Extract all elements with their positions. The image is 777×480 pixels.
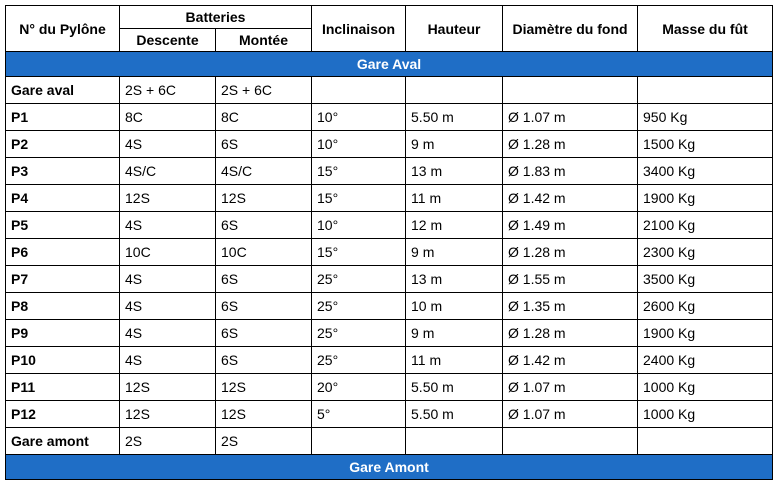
cell-descente: 4S (120, 320, 216, 347)
cell-inclinaison: 10° (312, 104, 406, 131)
cell-descente: 4S (120, 266, 216, 293)
cell-descente: 4S/C (120, 158, 216, 185)
cell-name: P8 (6, 293, 120, 320)
cell-inclinaison: 25° (312, 266, 406, 293)
cell-masse: 2100 Kg (638, 212, 773, 239)
pylon-table-container (5, 5, 773, 480)
cell-masse: 1900 Kg (638, 320, 773, 347)
table-row (6, 347, 773, 374)
cell-descente: 4S (120, 212, 216, 239)
cell-inclinaison: 5° (312, 401, 406, 428)
cell-diametre (503, 428, 638, 455)
cell-montee: 12S (216, 401, 312, 428)
cell-masse: 950 Kg (638, 104, 773, 131)
cell-masse: 2400 Kg (638, 347, 773, 374)
header-inclinaison: Inclinaison (312, 6, 406, 52)
cell-hauteur: 10 m (406, 293, 503, 320)
cell-hauteur: 9 m (406, 320, 503, 347)
header-batteries: Batteries (120, 6, 312, 29)
table-row (6, 104, 773, 131)
cell-name: P10 (6, 347, 120, 374)
cell-name: P7 (6, 266, 120, 293)
cell-masse: 1000 Kg (638, 401, 773, 428)
cell-descente: 12S (120, 185, 216, 212)
cell-hauteur: 13 m (406, 266, 503, 293)
cell-montee: 6S (216, 131, 312, 158)
cell-hauteur (406, 428, 503, 455)
table-header (6, 6, 773, 52)
cell-masse: 2600 Kg (638, 293, 773, 320)
cell-descente: 2S (120, 428, 216, 455)
cell-name: P4 (6, 185, 120, 212)
table-row (6, 374, 773, 401)
cell-montee: 10C (216, 239, 312, 266)
cell-diametre: Ø 1.49 m (503, 212, 638, 239)
cell-descente: 12S (120, 374, 216, 401)
cell-masse: 2300 Kg (638, 239, 773, 266)
table-row (6, 239, 773, 266)
cell-name: P2 (6, 131, 120, 158)
cell-hauteur (406, 77, 503, 104)
cell-inclinaison: 15° (312, 239, 406, 266)
cell-name: P3 (6, 158, 120, 185)
cell-inclinaison: 10° (312, 212, 406, 239)
header-masse: Masse du fût (638, 6, 773, 52)
cell-diametre: Ø 1.28 m (503, 239, 638, 266)
cell-inclinaison (312, 77, 406, 104)
cell-montee: 2S (216, 428, 312, 455)
cell-masse: 3400 Kg (638, 158, 773, 185)
cell-descente: 12S (120, 401, 216, 428)
cell-name: P11 (6, 374, 120, 401)
cell-montee: 12S (216, 185, 312, 212)
cell-montee: 6S (216, 347, 312, 374)
table-row (6, 77, 773, 104)
cell-hauteur: 5.50 m (406, 401, 503, 428)
header-hauteur: Hauteur (406, 6, 503, 52)
cell-inclinaison: 15° (312, 158, 406, 185)
cell-montee: 8C (216, 104, 312, 131)
cell-masse: 1000 Kg (638, 374, 773, 401)
cell-descente: 10C (120, 239, 216, 266)
table-body (6, 52, 773, 480)
header-pylone: N° du Pylône (6, 6, 120, 52)
cell-name: Gare amont (6, 428, 120, 455)
table-row (6, 320, 773, 347)
cell-montee: 6S (216, 293, 312, 320)
table-row (6, 293, 773, 320)
cell-hauteur: 13 m (406, 158, 503, 185)
pylon-table (5, 5, 773, 480)
cell-inclinaison: 10° (312, 131, 406, 158)
cell-hauteur: 5.50 m (406, 104, 503, 131)
cell-name: P6 (6, 239, 120, 266)
cell-inclinaison: 25° (312, 293, 406, 320)
cell-name: Gare aval (6, 77, 120, 104)
table-row (6, 401, 773, 428)
header-montee: Montée (216, 29, 312, 52)
cell-montee: 6S (216, 212, 312, 239)
table-row (6, 428, 773, 455)
cell-name: P1 (6, 104, 120, 131)
cell-descente: 4S (120, 293, 216, 320)
cell-name: P12 (6, 401, 120, 428)
cell-diametre: Ø 1.83 m (503, 158, 638, 185)
cell-descente: 8C (120, 104, 216, 131)
cell-inclinaison (312, 428, 406, 455)
cell-descente: 4S (120, 131, 216, 158)
cell-masse: 3500 Kg (638, 266, 773, 293)
cell-inclinaison: 25° (312, 320, 406, 347)
table-row (6, 212, 773, 239)
cell-diametre: Ø 1.55 m (503, 266, 638, 293)
cell-hauteur: 5.50 m (406, 374, 503, 401)
header-descente: Descente (120, 29, 216, 52)
header-diametre: Diamètre du fond (503, 6, 638, 52)
cell-inclinaison: 25° (312, 347, 406, 374)
cell-montee: 4S/C (216, 158, 312, 185)
cell-inclinaison: 15° (312, 185, 406, 212)
cell-hauteur: 9 m (406, 131, 503, 158)
cell-diametre: Ø 1.42 m (503, 347, 638, 374)
cell-masse (638, 77, 773, 104)
cell-name: P9 (6, 320, 120, 347)
table-row (6, 266, 773, 293)
cell-masse: 1900 Kg (638, 185, 773, 212)
cell-diametre: Ø 1.28 m (503, 131, 638, 158)
cell-montee: 6S (216, 320, 312, 347)
cell-hauteur: 11 m (406, 347, 503, 374)
table-row (6, 131, 773, 158)
cell-descente: 4S (120, 347, 216, 374)
cell-diametre: Ø 1.35 m (503, 293, 638, 320)
cell-montee: 12S (216, 374, 312, 401)
cell-masse: 1500 Kg (638, 131, 773, 158)
table-row (6, 158, 773, 185)
cell-diametre: Ø 1.07 m (503, 104, 638, 131)
cell-diametre: Ø 1.07 m (503, 401, 638, 428)
cell-montee: 6S (216, 266, 312, 293)
cell-diametre: Ø 1.07 m (503, 374, 638, 401)
cell-descente: 2S + 6C (120, 77, 216, 104)
band-gare-amont: Gare Amont (6, 455, 773, 480)
table-row (6, 185, 773, 212)
cell-diametre (503, 77, 638, 104)
cell-hauteur: 9 m (406, 239, 503, 266)
cell-hauteur: 11 m (406, 185, 503, 212)
band-gare-aval: Gare Aval (6, 52, 773, 77)
cell-inclinaison: 20° (312, 374, 406, 401)
cell-masse (638, 428, 773, 455)
cell-diametre: Ø 1.42 m (503, 185, 638, 212)
cell-montee: 2S + 6C (216, 77, 312, 104)
cell-hauteur: 12 m (406, 212, 503, 239)
cell-diametre: Ø 1.28 m (503, 320, 638, 347)
cell-name: P5 (6, 212, 120, 239)
